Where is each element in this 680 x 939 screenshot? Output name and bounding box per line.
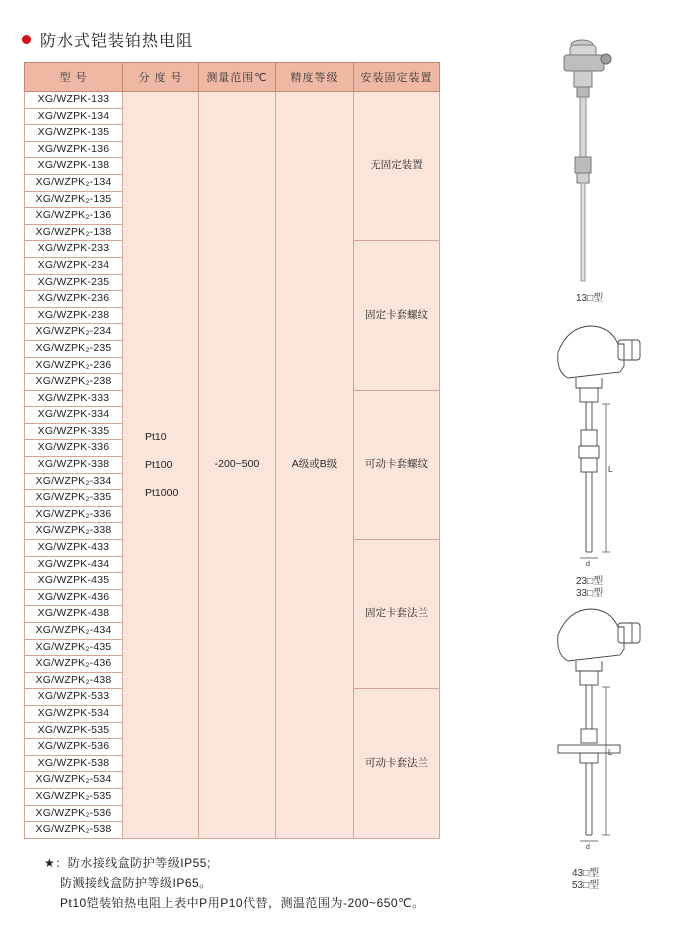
model-cell: XG/WZPK-435 xyxy=(25,573,123,590)
mounting-cell: 固定卡套螺纹 xyxy=(354,241,440,390)
range-cell: -200~500 xyxy=(199,92,276,839)
notes xyxy=(44,853,425,913)
mounting-cell: 可动卡套螺纹 xyxy=(354,390,440,539)
note-line-1: ★：防水接线盒防护等级IP55; xyxy=(44,856,211,870)
model-cell: XG/WZPK-235 xyxy=(25,274,123,291)
table-row xyxy=(25,92,440,109)
model-cell: XG/WZPK₂-336 xyxy=(25,506,123,523)
note-line-2: 防溅接线盒防护等级IP65。 xyxy=(60,876,212,890)
model-cell: XG/WZPK-338 xyxy=(25,457,123,474)
mounting-cell: 无固定装置 xyxy=(354,92,440,241)
model-cell: XG/WZPK-133 xyxy=(25,92,123,109)
model-cell: XG/WZPK₂-234 xyxy=(25,324,123,341)
model-cell: XG/WZPK-333 xyxy=(25,390,123,407)
model-cell: XG/WZPK₂-135 xyxy=(25,191,123,208)
section-title xyxy=(22,28,193,51)
dim-l-label: L xyxy=(608,465,613,474)
mounting-cell: 固定卡套法兰 xyxy=(354,540,440,689)
model-cell: XG/WZPK-433 xyxy=(25,540,123,557)
dim-d-label-2: d xyxy=(586,844,590,851)
model-cell: XG/WZPK-233 xyxy=(25,241,123,258)
bullet-dot-icon xyxy=(22,35,31,44)
model-cell: XG/WZPK-236 xyxy=(25,291,123,308)
diagram-43-53-type xyxy=(550,605,650,855)
section-title-text: 防水式铠装铂热电阻 xyxy=(40,33,194,50)
model-cell: XG/WZPK₂-534 xyxy=(25,772,123,789)
model-cell: XG/WZPK₂-435 xyxy=(25,639,123,656)
caption-23: 23□型 xyxy=(576,576,604,587)
caption-13: 13□型 xyxy=(576,293,604,304)
model-cell: XG/WZPK-434 xyxy=(25,556,123,573)
division-item: Pt100 xyxy=(145,458,173,471)
model-cell: XG/WZPK-238 xyxy=(25,307,123,324)
model-cell: XG/WZPK₂-136 xyxy=(25,208,123,225)
model-cell: XG/WZPK₂-334 xyxy=(25,473,123,490)
model-cell: XG/WZPK₂-138 xyxy=(25,224,123,241)
model-cell: XG/WZPK-538 xyxy=(25,755,123,772)
model-cell: XG/WZPK-336 xyxy=(25,440,123,457)
header-model: 型 号 xyxy=(25,63,123,92)
model-cell: XG/WZPK-536 xyxy=(25,739,123,756)
model-cell: XG/WZPK₂-236 xyxy=(25,357,123,374)
header-mounting: 安装固定装置 xyxy=(354,63,440,92)
model-cell: XG/WZPK-334 xyxy=(25,407,123,424)
caption-43: 43□型 xyxy=(572,868,600,879)
model-cell: XG/WZPK₂-535 xyxy=(25,788,123,805)
table-header-row xyxy=(25,63,440,92)
model-cell: XG/WZPK₂-434 xyxy=(25,623,123,640)
mounting-cell: 可动卡套法兰 xyxy=(354,689,440,838)
model-cell: XG/WZPK₂-134 xyxy=(25,174,123,191)
model-cell: XG/WZPK₂-438 xyxy=(25,672,123,689)
model-cell: XG/WZPK₂-238 xyxy=(25,374,123,391)
dim-l-label-2: L xyxy=(608,748,613,757)
model-cell: XG/WZPK-138 xyxy=(25,158,123,175)
dim-d-label: d xyxy=(586,561,590,568)
model-cell: XG/WZPK₂-338 xyxy=(25,523,123,540)
model-cell: XG/WZPK-533 xyxy=(25,689,123,706)
diagram-23-33-type xyxy=(550,322,650,572)
header-division: 分 度 号 xyxy=(123,63,199,92)
junction-box-icon xyxy=(564,40,611,97)
model-cell: XG/WZPK-234 xyxy=(25,257,123,274)
caption-33: 33□型 xyxy=(576,588,604,599)
division-item: Pt10 xyxy=(145,430,167,443)
model-cell: XG/WZPK₂-436 xyxy=(25,656,123,673)
caption-53: 53□型 xyxy=(572,880,600,891)
header-range: 测量范围℃ xyxy=(199,63,276,92)
model-cell: XG/WZPK-134 xyxy=(25,108,123,125)
division-item: Pt1000 xyxy=(145,486,179,499)
note-line-3: Pt10铠装铂热电阻上表中P用P10代替，测温范围为-200~650℃。 xyxy=(60,896,425,910)
accuracy-cell: A级或B级 xyxy=(276,92,354,839)
model-cell: XG/WZPK₂-335 xyxy=(25,490,123,507)
diagram-13-type xyxy=(560,35,640,285)
header-accuracy: 精度等级 xyxy=(276,63,354,92)
spec-table xyxy=(24,62,440,839)
model-cell: XG/WZPK-135 xyxy=(25,125,123,142)
division-cell xyxy=(123,92,199,839)
model-cell: XG/WZPK-534 xyxy=(25,705,123,722)
model-cell: XG/WZPK-535 xyxy=(25,722,123,739)
model-cell: XG/WZPK₂-235 xyxy=(25,340,123,357)
model-cell: XG/WZPK-436 xyxy=(25,589,123,606)
model-cell: XG/WZPK₂-538 xyxy=(25,822,123,839)
model-cell: XG/WZPK₂-536 xyxy=(25,805,123,822)
model-cell: XG/WZPK-335 xyxy=(25,423,123,440)
model-cell: XG/WZPK-136 xyxy=(25,141,123,158)
model-cell: XG/WZPK-438 xyxy=(25,606,123,623)
